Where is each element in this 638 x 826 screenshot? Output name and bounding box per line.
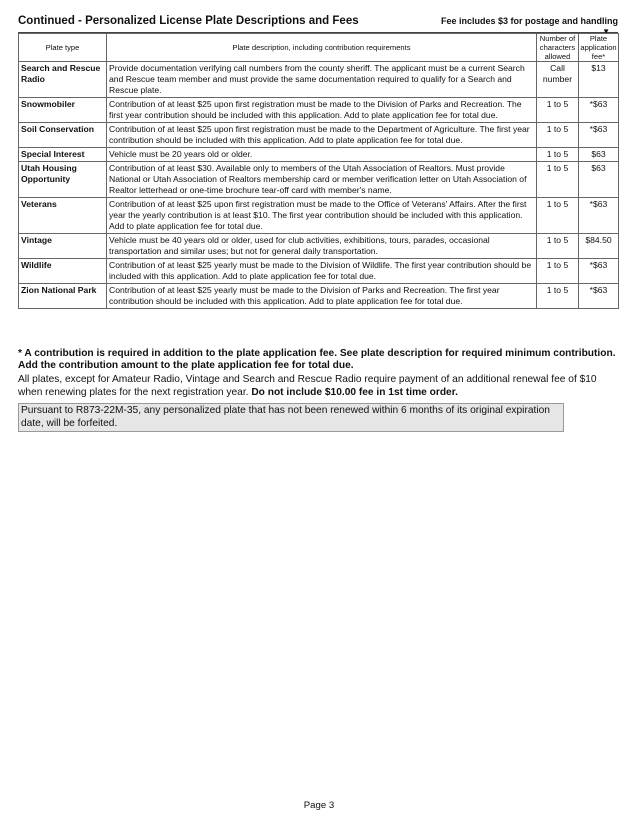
column-header-characters: Number of characters allowed [537,34,579,62]
table-row [19,162,619,198]
characters-allowed-cell: 1 to 5 [537,198,579,234]
plate-fee-cell: *$63 [579,98,619,123]
renewal-warning: Do not include $10.00 fee in 1st time order. [251,386,458,398]
column-header-description: Plate description, including contribution requirements [107,34,537,62]
characters-allowed-cell: 1 to 5 [537,98,579,123]
plate-fee-cell: $84.50 [579,234,619,259]
plate-fee-cell: $63 [579,148,619,162]
characters-allowed-cell: 1 to 5 [537,284,579,309]
plate-fee-cell: $63 [579,162,619,198]
plate-type-cell: Soil Conservation [19,123,107,148]
table-header-row [19,34,619,62]
characters-allowed-cell: 1 to 5 [537,234,579,259]
plate-fee-cell: *$63 [579,284,619,309]
plate-type-cell: Vintage [19,234,107,259]
renewal-note [18,374,618,399]
plate-fee-cell: *$63 [579,123,619,148]
table-row [19,284,619,309]
plate-type-cell: Veterans [19,198,107,234]
section-title: Continued - Personalized License Plate Descriptions and Fees [18,15,359,27]
column-header-plate-type: Plate type [19,34,107,62]
plate-type-cell: Snowmobiler [19,98,107,123]
table-row [19,198,619,234]
table-row [19,98,619,123]
section-header [18,14,618,33]
page-number: Page 3 [303,800,335,811]
plate-type-cell: Search and Rescue Radio [19,62,107,98]
plate-description-cell: Contribution of at least $30. Available only to members of the Utah Association of Realtors. Must provide National or Utah Association of Realtors membership card or member verification letter on Utah Association of Realtor letterhead or one-time brochure tear-off card with member's name. [107,162,537,198]
contribution-footnote: * A contribution is required in addition to the plate application fee. See plate description for required minimum contribution. Add the contribution amount to the plate application fee for total due. [18,348,616,371]
characters-allowed-cell: Call number [537,62,579,98]
characters-allowed-cell: 1 to 5 [537,148,579,162]
plate-fee-cell: *$63 [579,198,619,234]
arrow-down-icon: ▼ [602,27,610,36]
table-row [19,148,619,162]
table-row [19,259,619,284]
plate-description-cell: Vehicle must be 20 years old or older. [107,148,537,162]
column-header-fee: Plate application fee* [580,34,617,61]
table-row [19,62,619,98]
plate-fee-cell: $13 [579,62,619,98]
characters-allowed-cell: 1 to 5 [537,259,579,284]
postage-note: Fee includes $3 for postage and handling [440,16,618,26]
characters-allowed-cell: 1 to 5 [537,123,579,148]
plate-fees-table [18,33,619,309]
plate-type-cell: Utah Housing Opportunity [19,162,107,198]
plate-description-cell: Contribution of at least $25 yearly must be made to the Division of Parks and Recreation. The first year contribution should be included with this application. Add to plate application fee for total due. [107,284,537,309]
plate-description-cell: Contribution of at least $25 yearly must be made to the Division of Wildlife. The first year contribution should be included with this application. Add to plate application fee for total due. [107,259,537,284]
plate-description-cell: Contribution of at least $25 upon first registration must be made to the Department of Agriculture. The first year contribution should be included with this application. Add to plate application fee for total due. [107,123,537,148]
characters-allowed-cell: 1 to 5 [537,162,579,198]
plate-fee-cell: *$63 [579,259,619,284]
renewal-text: All plates, except for Amateur Radio, Vintage and Search and Rescue Radio require payment of an additional renewal fee of $10 when renewing plates for the next registration year. [18,374,597,398]
plate-type-cell: Zion National Park [19,284,107,309]
plate-type-cell: Special Interest [19,148,107,162]
plate-description-cell: Contribution of at least $25 upon first registration must be made to the Office of Veterans' Affairs. After the first year the yearly contribution is at least $10. The first year contribution should be included with this application. Add to plate application fee for total due. [107,198,537,234]
plate-description-cell: Vehicle must be 40 years old or older, used for club activities, exhibitions, tours, parades, occasional transportation and similar uses; but not for general daily transportation. [107,234,537,259]
plate-description-cell: Provide documentation verifying call numbers from the county sheriff. The applicant must be a current Search and Rescue team member and must provide the same documentation required to qualify for a Search and Rescue plate. [107,62,537,98]
plate-type-cell: Wildlife [19,259,107,284]
table-row [19,123,619,148]
forfeit-notice: Pursuant to R873-22M-35, any personalized plate that has not been renewed within 6 months of its original expiration date, will be forfeited. [18,403,564,432]
plate-description-cell: Contribution of at least $25 upon first registration must be made to the Division of Parks and Recreation. The first year contribution should be included with this application. Add to plate application fee for total due. [107,98,537,123]
table-row [19,234,619,259]
